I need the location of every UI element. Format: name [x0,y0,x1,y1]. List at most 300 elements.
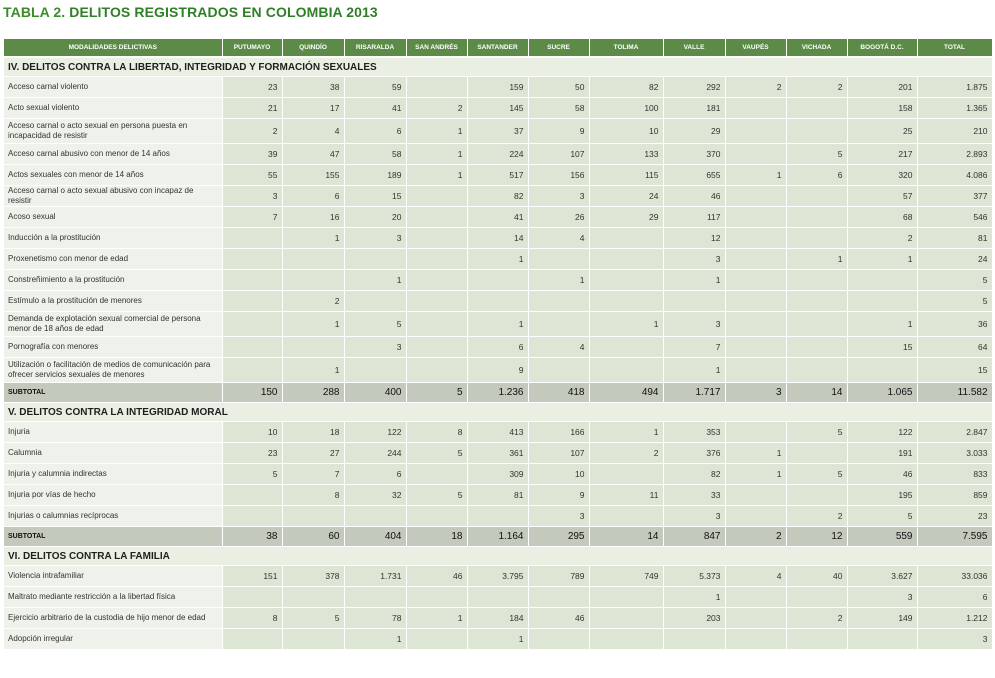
table-cell: 10 [528,464,589,485]
table-cell: 11 [589,485,663,506]
table-cell [589,587,663,608]
row-label: Injuria por vías de hecho [4,485,222,506]
table-cell [589,358,663,383]
table-cell: 50 [528,77,589,98]
table-row [4,587,992,608]
column-header: SANTANDER [467,39,528,57]
table-cell [222,270,282,291]
table-row [4,566,992,587]
table-cell: 58 [344,144,406,165]
column-header: PUTUMAYO [222,39,282,57]
table-cell: 546 [917,207,992,228]
table-cell: 39 [222,144,282,165]
table-cell [847,270,917,291]
row-label: Actos sexuales con menor de 14 años [4,165,222,186]
table-cell [344,249,406,270]
subtotal-cell: 3 [725,383,786,403]
table-cell [786,207,847,228]
subtotal-cell: 18 [406,527,467,547]
table-cell [344,291,406,312]
table-cell [589,291,663,312]
table-cell: 18 [282,422,344,443]
section-title: V. DELITOS CONTRA LA INTEGRIDAD MORAL [4,403,992,422]
row-label: Violencia intrafamiliar [4,566,222,587]
column-header: RISARALDA [344,39,406,57]
subtotal-cell: 150 [222,383,282,403]
table-cell: 46 [406,566,467,587]
table-cell: 217 [847,144,917,165]
table-cell: 10 [589,119,663,144]
table-cell [406,464,467,485]
row-label: Utilización o facilitación de medios de comunicación para ofrecer servicios sexuales de menores [4,358,222,383]
row-label: Acceso carnal o acto sexual abusivo con incapaz de resistir [4,186,222,207]
table-cell: 7 [282,464,344,485]
row-label: Injuria y calumnia indirectas [4,464,222,485]
subtotal-cell: 60 [282,527,344,547]
table-cell: 201 [847,77,917,98]
row-label: Constreñimiento a la prostitución [4,270,222,291]
table-cell [725,291,786,312]
table-row [4,506,992,527]
subtotal-cell: 38 [222,527,282,547]
table-cell: 1 [663,270,725,291]
table-cell [786,629,847,650]
table-cell: 46 [847,464,917,485]
table-cell [725,186,786,207]
table-cell: 2.893 [917,144,992,165]
table-cell: 81 [917,228,992,249]
table-cell: 2 [725,77,786,98]
table-row [4,165,992,186]
table-cell: 833 [917,464,992,485]
table-cell: 5 [406,485,467,506]
subtotal-cell: 295 [528,527,589,547]
table-cell [725,312,786,337]
column-header: QUINDÍO [282,39,344,57]
table-cell: 32 [344,485,406,506]
table-cell: 353 [663,422,725,443]
table-cell: 2 [589,443,663,464]
table-cell: 3 [663,249,725,270]
table-cell [725,270,786,291]
subtotal-cell: 559 [847,527,917,547]
table-cell: 5 [847,506,917,527]
table-cell: 115 [589,165,663,186]
table-cell: 6 [282,186,344,207]
table-cell [282,337,344,358]
table-cell: 5 [344,312,406,337]
table-cell: 38 [282,77,344,98]
table-cell [725,119,786,144]
column-header-modalidades: MODALIDADES DELICTIVAS [4,39,222,57]
table-row [4,358,992,383]
table-cell: 3 [663,312,725,337]
table-cell: 24 [917,249,992,270]
table-cell [406,337,467,358]
table-cell [528,587,589,608]
table-cell [663,629,725,650]
table-cell: 37 [467,119,528,144]
section-title: IV. DELITOS CONTRA LA LIBERTAD, INTEGRIDAD Y FORMACIÓN SEXUALES [4,57,992,77]
table-cell: 2 [847,228,917,249]
table-cell: 3.627 [847,566,917,587]
table-cell: 1 [406,119,467,144]
subtotal-cell: 5 [406,383,467,403]
table-cell: 2 [786,608,847,629]
table-cell: 122 [344,422,406,443]
table-row [4,186,992,207]
table-body [4,57,992,650]
table-cell: 1 [663,587,725,608]
table-row [4,144,992,165]
table-cell [344,358,406,383]
table-row [4,608,992,629]
table-cell: 40 [786,566,847,587]
row-label: Maltrato mediante restricción a la libertad física [4,587,222,608]
table-cell: 1 [847,312,917,337]
table-cell: 376 [663,443,725,464]
table-cell: 1 [344,270,406,291]
table-cell [528,358,589,383]
table-cell: 8 [222,608,282,629]
table-cell: 3 [222,186,282,207]
table-cell: 36 [917,312,992,337]
table-cell: 46 [528,608,589,629]
row-label: Acceso carnal abusivo con menor de 14 años [4,144,222,165]
table-cell [589,270,663,291]
table-cell [589,608,663,629]
table-cell [589,506,663,527]
table-row [4,443,992,464]
table-cell [725,228,786,249]
table-cell: 23 [222,77,282,98]
table-cell: 29 [589,207,663,228]
table-cell: 29 [663,119,725,144]
table-cell [222,228,282,249]
table-cell [406,270,467,291]
table-cell: 1 [406,608,467,629]
table-row [4,77,992,98]
table-cell: 210 [917,119,992,144]
table-cell: 155 [282,165,344,186]
table-cell [786,228,847,249]
table-cell: 4 [528,228,589,249]
table-cell [406,228,467,249]
table-row [4,629,992,650]
table-cell: 100 [589,98,663,119]
table-row [4,249,992,270]
table-cell: 20 [344,207,406,228]
table-cell [222,337,282,358]
table-cell [725,337,786,358]
row-label: Calumnia [4,443,222,464]
table-cell: 46 [663,186,725,207]
table-cell [222,485,282,506]
table-cell: 320 [847,165,917,186]
table-cell: 7 [222,207,282,228]
table-cell: 1 [786,249,847,270]
table-cell [222,629,282,650]
subtotal-label: SUBTOTAL [4,527,222,547]
table-cell [589,249,663,270]
table-cell: 4.086 [917,165,992,186]
table-cell [725,207,786,228]
subtotal-cell: 288 [282,383,344,403]
table-cell [847,291,917,312]
table-cell: 517 [467,165,528,186]
table-cell: 1 [406,165,467,186]
table-cell: 9 [528,119,589,144]
table-row [4,291,992,312]
subtotal-cell: 1.164 [467,527,528,547]
table-cell: 1.731 [344,566,406,587]
table-cell [528,291,589,312]
table-cell: 370 [663,144,725,165]
table-cell: 1 [528,270,589,291]
table-cell: 6 [467,337,528,358]
table-cell: 107 [528,144,589,165]
table-cell [786,312,847,337]
section-header-row [4,547,992,566]
table-cell: 2.847 [917,422,992,443]
table-cell: 1 [282,228,344,249]
row-label: Inducción a la prostitución [4,228,222,249]
table-cell: 189 [344,165,406,186]
table-cell: 1 [725,443,786,464]
table-cell: 133 [589,144,663,165]
subtotal-cell: 7.595 [917,527,992,547]
table-cell: 149 [847,608,917,629]
table-cell: 14 [467,228,528,249]
table-cell: 47 [282,144,344,165]
table-cell: 3 [917,629,992,650]
table-cell [786,291,847,312]
table-cell: 2 [786,506,847,527]
table-cell: 33 [663,485,725,506]
table-cell: 68 [847,207,917,228]
table-cell: 25 [847,119,917,144]
table-cell: 12 [663,228,725,249]
table-cell: 4 [725,566,786,587]
table-cell [786,270,847,291]
table-cell [282,249,344,270]
table-cell [467,506,528,527]
table-cell: 1 [467,249,528,270]
row-label: Proxenetismo con menor de edad [4,249,222,270]
table-cell [406,358,467,383]
table-cell: 159 [467,77,528,98]
table-cell: 1 [282,358,344,383]
table-cell [786,119,847,144]
table-cell: 151 [222,566,282,587]
table-cell [282,270,344,291]
table-cell: 23 [222,443,282,464]
table-cell [786,186,847,207]
table-cell: 655 [663,165,725,186]
table-cell: 292 [663,77,725,98]
table-cell: 41 [344,98,406,119]
table-cell [344,587,406,608]
table-cell: 166 [528,422,589,443]
table-cell: 158 [847,98,917,119]
table-cell [467,291,528,312]
table-cell: 82 [589,77,663,98]
table-cell: 64 [917,337,992,358]
table-cell: 2 [406,98,467,119]
table-row [4,485,992,506]
table-row [4,337,992,358]
table-cell: 3 [528,506,589,527]
table-cell: 5 [917,270,992,291]
table-cell [786,485,847,506]
table-cell: 6 [344,119,406,144]
table-cell: 1 [589,422,663,443]
row-label: Injurias o calumnias recíprocas [4,506,222,527]
row-label: Ejercicio arbitrario de la custodia de hijo menor de edad [4,608,222,629]
section-header-row [4,57,992,77]
subtotal-cell: 14 [786,383,847,403]
table-cell: 5 [222,464,282,485]
subtotal-cell: 847 [663,527,725,547]
table-title-label: TABLA 2. [3,4,66,20]
table-cell: 23 [917,506,992,527]
table-cell: 24 [589,186,663,207]
table-cell: 78 [344,608,406,629]
table-cell: 27 [282,443,344,464]
table-cell: 1 [406,144,467,165]
table-cell: 15 [344,186,406,207]
table-cell [786,443,847,464]
table-row [4,119,992,144]
crimes-table [4,39,993,650]
table-cell: 7 [663,337,725,358]
table-cell: 5 [786,144,847,165]
table-cell: 59 [344,77,406,98]
table-cell: 122 [847,422,917,443]
table-cell [589,228,663,249]
table-cell [725,608,786,629]
table-cell [222,506,282,527]
table-cell [406,249,467,270]
table-cell: 1 [467,629,528,650]
table-cell [786,358,847,383]
column-header: TOLIMA [589,39,663,57]
table-cell: 15 [917,358,992,383]
table-cell: 377 [917,186,992,207]
column-header: BOGOTÁ D.C. [847,39,917,57]
table-cell: 21 [222,98,282,119]
table-cell: 195 [847,485,917,506]
table-cell: 3 [847,587,917,608]
table-cell: 1 [589,312,663,337]
subtotal-cell: 2 [725,527,786,547]
table-cell: 1 [725,464,786,485]
table-cell [725,506,786,527]
table-cell [725,98,786,119]
row-label: Acceso carnal violento [4,77,222,98]
table-cell: 203 [663,608,725,629]
table-cell [406,506,467,527]
table-cell: 5 [786,464,847,485]
table-cell [528,249,589,270]
table-cell: 3 [344,228,406,249]
table-row [4,312,992,337]
table-cell: 1 [725,165,786,186]
table-cell: 9 [467,358,528,383]
table-cell: 5 [282,608,344,629]
table-cell [282,587,344,608]
table-cell [847,358,917,383]
table-cell [847,629,917,650]
table-title-text: DELITOS REGISTRADOS EN COLOMBIA 2013 [69,4,378,20]
table-cell [282,629,344,650]
table-row [4,98,992,119]
subtotal-cell: 494 [589,383,663,403]
table-cell: 3.033 [917,443,992,464]
table-cell [589,464,663,485]
column-header: VICHADA [786,39,847,57]
row-label: Acto sexual violento [4,98,222,119]
table-cell [786,98,847,119]
table-cell [589,629,663,650]
table-cell: 413 [467,422,528,443]
table-cell: 107 [528,443,589,464]
table-cell: 81 [467,485,528,506]
table-cell: 1 [663,358,725,383]
table-cell: 4 [282,119,344,144]
table-cell [725,249,786,270]
row-label: Pornografía con menores [4,337,222,358]
table-cell: 3 [344,337,406,358]
table-cell: 3 [528,186,589,207]
table-cell [406,186,467,207]
table-cell [786,587,847,608]
table-header-row [4,39,992,57]
table-cell [725,422,786,443]
table-cell: 5 [406,443,467,464]
table-row [4,270,992,291]
table-cell [282,506,344,527]
table-cell: 26 [528,207,589,228]
section-header-row [4,403,992,422]
table-cell: 5 [917,291,992,312]
table-cell: 378 [282,566,344,587]
table-cell: 224 [467,144,528,165]
table-cell: 82 [663,464,725,485]
table-cell: 8 [282,485,344,506]
table-title [3,4,378,20]
table-cell [222,291,282,312]
table-cell: 10 [222,422,282,443]
table-cell [528,629,589,650]
table-cell: 244 [344,443,406,464]
subtotal-cell: 11.582 [917,383,992,403]
subtotal-cell: 404 [344,527,406,547]
table-cell: 57 [847,186,917,207]
table-cell: 3.795 [467,566,528,587]
table-cell [344,506,406,527]
table-cell: 5.373 [663,566,725,587]
row-label: Injuria [4,422,222,443]
table-cell: 156 [528,165,589,186]
table-cell: 3 [663,506,725,527]
table-cell: 749 [589,566,663,587]
table-cell: 191 [847,443,917,464]
section-title: VI. DELITOS CONTRA LA FAMILIA [4,547,992,566]
table-cell: 4 [528,337,589,358]
table-cell: 361 [467,443,528,464]
table-cell: 41 [467,207,528,228]
